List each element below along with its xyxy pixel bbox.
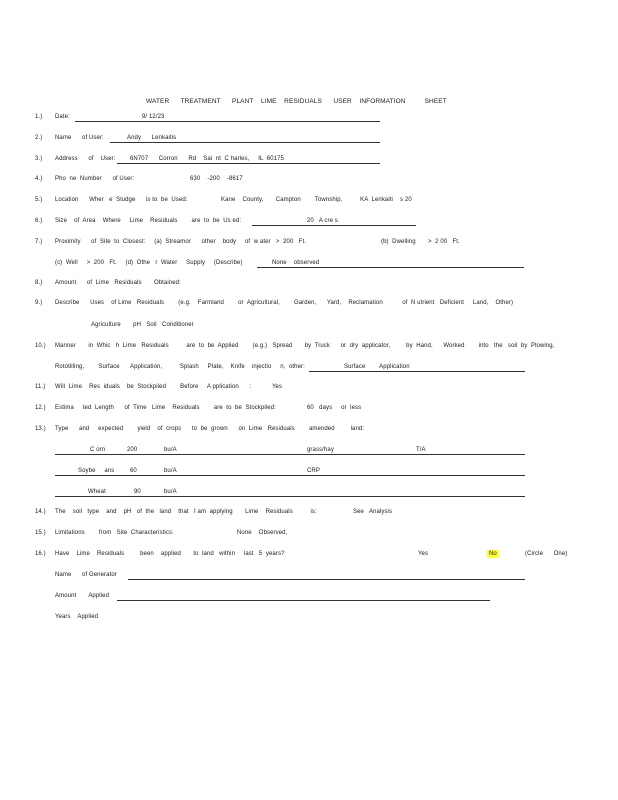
answer-yes: Yes <box>418 551 429 557</box>
date-label: Date: <box>55 114 70 120</box>
row-14-number: 14.) <box>35 509 46 515</box>
amount-obtained-label: Amount of Lime Residuals Obtained: <box>55 280 181 286</box>
user-name-value: Andy Lenkaitis <box>127 135 177 141</box>
area-size-value: 20 A cre s <box>307 218 338 224</box>
location-label: Location Wher e Sludge is to be Used: <box>55 197 188 203</box>
crop-other: grass/hay <box>307 447 334 453</box>
manner-label: Manner in Whic h Lime Residuals are to be Applied (e.g.) Spread by Truck or dry applicator, by Hand, Worked into the soil by Plowing, <box>55 343 555 349</box>
phone-label: Pho ne Number of User: <box>55 176 135 182</box>
location-value: Kane County, Campton Township, KA Lenkaiti s 20 <box>221 197 412 203</box>
generator-name-underline <box>128 579 525 580</box>
row-9-number: 9.) <box>35 300 43 306</box>
user-name-label: Name of User: <box>55 135 104 141</box>
row-8-number: 8.) <box>35 280 43 286</box>
crop-name: Soybe ans <box>78 468 115 474</box>
row-3-number: 3.) <box>35 156 43 162</box>
proximity-well-label: (c) Well > 200 Ft. (d) Othe r Water Supply (Describe) <box>55 260 243 266</box>
soil-type-label: The soil type and pH of the land that I am applying Lime Residuals is: <box>55 509 317 515</box>
manner-underline <box>309 371 525 372</box>
crop-other: CRP <box>307 468 320 474</box>
manner-label-continued: Rototilling, Surface Application, Splash Plate, Knife injectio n, other: <box>55 364 305 370</box>
proximity-label: Proximity of Site to Closest: (a) Streamor other body of w ater > 200 Ft. <box>55 239 306 245</box>
page-title: WATER TREATMENT PLANT LIME RESIDUALS USER INFORMATION SHEET <box>146 98 447 105</box>
date-value: 9/ 12/23 <box>142 114 165 120</box>
area-size-underline <box>252 225 416 226</box>
user-name-underline <box>110 142 380 143</box>
stockpile-label: Will Lime Res iduals be Stockpiled Before A pplication : <box>55 384 252 390</box>
soil-type-value: See Analysis <box>353 509 393 515</box>
previous-application-label: Have Lime Residuals been applied to land within last 5 years? <box>55 551 285 557</box>
phone-value: 630 -200 -8617 <box>190 176 243 182</box>
limitations-value: None Observed, <box>237 530 288 536</box>
crop-yield: 200 <box>127 447 138 453</box>
crop-unit: bu/A <box>164 447 177 453</box>
crops-label: Type and expected yield of crops to be grown on Lime Residuals amended land: <box>55 426 365 432</box>
limitations-label: Limitations from Site Characteristics: <box>55 530 174 536</box>
row-2-number: 2.) <box>35 135 43 141</box>
water-supply-underline <box>257 267 524 268</box>
row-4-number: 4.) <box>35 176 43 182</box>
row-15-number: 15.) <box>35 530 46 536</box>
area-size-label: Size of Area Where Lime Residuals are to be Us ed: <box>55 218 242 224</box>
row-5-number: 5.) <box>35 197 43 203</box>
address-label: Address of User: <box>55 156 116 162</box>
amount-applied-underline <box>117 600 490 601</box>
row-13-number: 13.) <box>35 426 46 432</box>
proximity-dwelling: (b) Dwelling > 2 00 Ft. <box>381 239 460 245</box>
row-6-number: 6.) <box>35 218 43 224</box>
address-underline <box>117 163 380 164</box>
row-1-number: 1.) <box>35 114 43 120</box>
uses-label: Describe Uses of Lime Residuals (e.g. Farmland or Agricultural, Garden, Yard, Reclamation of N utrient Deficient Land, Other) <box>55 300 514 306</box>
generator-name-label: Name of Generator <box>55 572 117 578</box>
proximity-water-supply-value: None observed <box>272 260 320 266</box>
crop-underline <box>55 475 525 476</box>
crop-name: C orn <box>90 447 106 453</box>
crop-underline <box>55 496 525 497</box>
manner-value: Surface Application <box>344 364 410 370</box>
address-value: 6N707 Corron Rd Sai nt C harles, IL 60175 <box>130 156 284 162</box>
crop-unit: bu/A <box>164 489 177 495</box>
crop-unit: bu/A <box>164 468 177 474</box>
uses-value: Agriculture pH Soil Conditioner <box>91 322 194 328</box>
crop-name: Wheat <box>88 489 106 495</box>
crop-underline <box>55 454 525 455</box>
stockpile-value: Yes <box>272 384 283 390</box>
years-applied-label: Years Applied <box>55 614 99 620</box>
row-7-number: 7.) <box>35 239 43 245</box>
answer-no-highlighted: No <box>489 551 497 557</box>
amount-applied-label: Amount Applied <box>55 593 110 599</box>
crop-yield: 90 <box>134 489 141 495</box>
row-16-number: 16.) <box>35 551 46 557</box>
row-10-number: 10.) <box>35 343 46 349</box>
date-underline <box>75 121 380 122</box>
row-12-number: 12.) <box>35 405 46 411</box>
row-11-number: 11.) <box>35 384 46 390</box>
crop-extra: T/A <box>416 447 426 453</box>
stockpile-length-value: 60 days or less <box>307 405 362 411</box>
circle-one-instruction: (Circle One) <box>525 551 568 557</box>
stockpile-length-label: Estima ted Length of Time Lime Residuals are to be Stockpiled: <box>55 405 276 411</box>
crop-yield: 60 <box>130 468 137 474</box>
